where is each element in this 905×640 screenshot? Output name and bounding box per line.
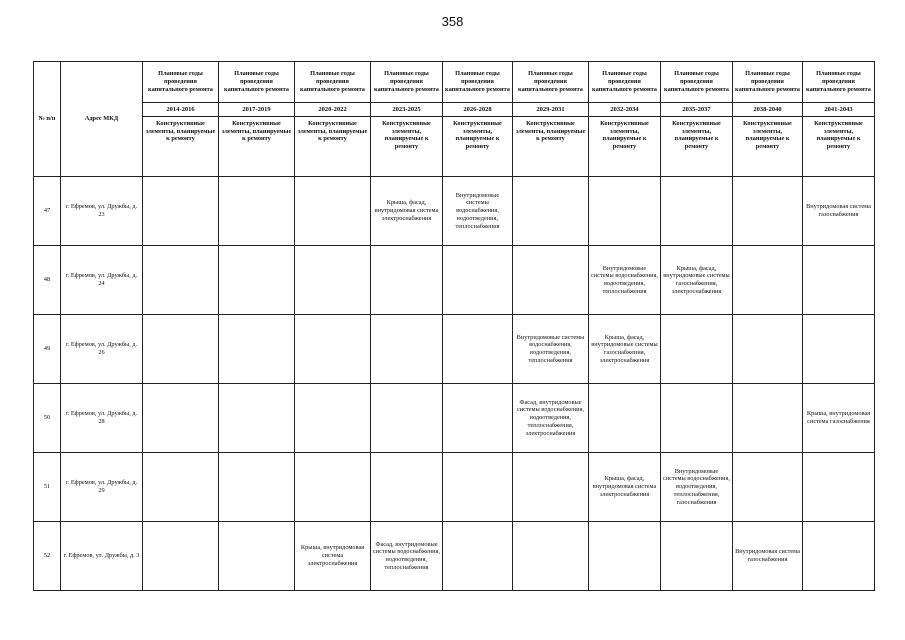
row-cell — [371, 384, 443, 453]
capital-repair-plan-table — [33, 61, 875, 591]
row-cell — [513, 177, 589, 246]
row-cell — [661, 522, 733, 591]
row-number: 47 — [34, 177, 61, 246]
row-cell — [143, 453, 219, 522]
period-years: 2035-2037 — [661, 103, 733, 117]
period-elements-label: Конструктивные элементы, планируемые к ремонту — [143, 117, 219, 177]
row-cell — [371, 246, 443, 315]
row-cell — [803, 315, 875, 384]
table-header — [34, 62, 875, 177]
row-cell: Крыша, фасад, внутридомовая система электроснабжения — [589, 453, 661, 522]
row-cell — [733, 246, 803, 315]
row-cell: Внутридомовая система газоснабжения — [803, 177, 875, 246]
row-cell — [143, 177, 219, 246]
row-cell — [733, 315, 803, 384]
period-elements-label: Конструктивные элементы, планируемые к ремонту — [803, 117, 875, 177]
period-elements-label: Конструктивные элементы, планируемые к ремонту — [219, 117, 295, 177]
row-cell — [143, 315, 219, 384]
row-cell: Внутридомовые системы водоснабжения, водоотведения, теплоснабжения — [513, 315, 589, 384]
row-cell — [371, 315, 443, 384]
row-cell — [295, 453, 371, 522]
period-years: 2041-2043 — [803, 103, 875, 117]
row-cell — [295, 177, 371, 246]
period-title: Плановые годы проведения капитального ремонта — [803, 62, 875, 103]
row-cell — [443, 522, 513, 591]
period-years: 2029-2031 — [513, 103, 589, 117]
row-cell: Крыша, внутридомовая система газоснабжения — [803, 384, 875, 453]
row-cell — [371, 453, 443, 522]
period-years: 2020-2022 — [295, 103, 371, 117]
period-years: 2023-2025 — [371, 103, 443, 117]
row-cell — [513, 522, 589, 591]
row-address: г. Ефремов, ул. Дружбы, д. 23 — [61, 177, 143, 246]
row-cell — [803, 522, 875, 591]
row-number: 50 — [34, 384, 61, 453]
row-cell — [143, 384, 219, 453]
table-row — [34, 384, 875, 453]
period-elements-label: Конструктивные элементы, планируемые к ремонту — [443, 117, 513, 177]
row-cell: Внутридомовые системы водоснабжения, водоотведения, теплоснабжения — [443, 177, 513, 246]
row-address: г. Ефремов, ул. Дружбы, д. 24 — [61, 246, 143, 315]
table-row — [34, 315, 875, 384]
row-cell: Внутридомовые системы водоснабжения, водоотведения, теплоснабжения, газоснабжения — [661, 453, 733, 522]
row-address: г. Ефремов, ул. Дружбы, д. 26 — [61, 315, 143, 384]
row-cell — [589, 384, 661, 453]
address-column-header: Адрес МКД — [61, 62, 143, 177]
row-cell — [143, 522, 219, 591]
row-cell — [661, 315, 733, 384]
period-title: Плановые годы проведения капитального ремонта — [219, 62, 295, 103]
period-title: Плановые годы проведения капитального ремонта — [143, 62, 219, 103]
row-address: г. Ефремов, ул. Дружбы, д. 28 — [61, 384, 143, 453]
row-cell — [803, 246, 875, 315]
page-number: 358 — [441, 14, 464, 29]
row-cell — [219, 315, 295, 384]
row-cell — [733, 453, 803, 522]
row-cell — [143, 246, 219, 315]
row-cell — [513, 246, 589, 315]
period-title: Плановые годы проведения капитального ремонта — [733, 62, 803, 103]
row-cell: Крыша, фасад, внутридомовые системы газоснабжения, электроснабжения — [661, 246, 733, 315]
period-years: 2026-2028 — [443, 103, 513, 117]
row-cell — [219, 522, 295, 591]
row-number: 52 — [34, 522, 61, 591]
table-body — [34, 177, 875, 591]
row-cell — [219, 177, 295, 246]
row-cell — [661, 177, 733, 246]
row-cell: Крыша, фасад, внутридомовая система электроснабжения — [371, 177, 443, 246]
period-elements-label: Конструктивные элементы, планируемые к ремонту — [661, 117, 733, 177]
row-cell — [295, 315, 371, 384]
row-cell: Крыша, фасад, внутридомовые системы газоснабжения, электроснабжения — [589, 315, 661, 384]
row-cell — [295, 246, 371, 315]
row-cell — [443, 453, 513, 522]
period-elements-label: Конструктивные элементы, планируемые к ремонту — [295, 117, 371, 177]
header-row-elements — [34, 117, 875, 177]
row-cell — [513, 453, 589, 522]
period-years: 2038-2040 — [733, 103, 803, 117]
row-cell — [661, 384, 733, 453]
table-row — [34, 246, 875, 315]
period-years: 2017-2019 — [219, 103, 295, 117]
period-years: 2014-2016 — [143, 103, 219, 117]
row-cell — [443, 246, 513, 315]
period-title: Плановые годы проведения капитального ремонта — [295, 62, 371, 103]
row-cell: Внутридомовые системы водоснабжения, водоотведения, теплоснабжения — [589, 246, 661, 315]
row-cell — [219, 246, 295, 315]
row-cell — [733, 384, 803, 453]
period-title: Плановые годы проведения капитального ремонта — [661, 62, 733, 103]
period-elements-label: Конструктивные элементы, планируемые к ремонту — [733, 117, 803, 177]
table-row — [34, 522, 875, 591]
row-cell — [443, 384, 513, 453]
header-row-titles — [34, 62, 875, 103]
period-elements-label: Конструктивные элементы, планируемые к ремонту — [589, 117, 661, 177]
table-row — [34, 453, 875, 522]
period-title: Плановые годы проведения капитального ремонта — [589, 62, 661, 103]
period-title: Плановые годы проведения капитального ремонта — [371, 62, 443, 103]
row-cell — [589, 177, 661, 246]
row-cell — [443, 315, 513, 384]
row-number: 51 — [34, 453, 61, 522]
row-cell — [295, 384, 371, 453]
num-column-header: № п/п — [34, 62, 61, 177]
row-address: г. Ефремов, ул. Дружбы, д. 29 — [61, 453, 143, 522]
row-cell: Фасад, внутридомовые системы водоснабжения, водоотведения, теплоснабжения — [371, 522, 443, 591]
row-cell — [733, 177, 803, 246]
table-row — [34, 177, 875, 246]
row-number: 48 — [34, 246, 61, 315]
row-cell: Крыша, внутридомовая система электроснабжения — [295, 522, 371, 591]
row-cell — [219, 453, 295, 522]
header-row-years — [34, 103, 875, 117]
row-cell — [803, 453, 875, 522]
row-cell: Фасад, внутридомовые системы водоснабжения, водоотведения, теплоснабжения, электроснабжения — [513, 384, 589, 453]
period-years: 2032-2034 — [589, 103, 661, 117]
row-cell: Внутридомовая система газоснабжения — [733, 522, 803, 591]
period-elements-label: Конструктивные элементы, планируемые к ремонту — [513, 117, 589, 177]
period-title: Плановые годы проведения капитального ремонта — [513, 62, 589, 103]
row-number: 49 — [34, 315, 61, 384]
period-title: Плановые годы проведения капитального ремонта — [443, 62, 513, 103]
row-address: г. Ефремов, ул. Дружбы, д. 3 — [61, 522, 143, 591]
row-cell — [219, 384, 295, 453]
row-cell — [589, 522, 661, 591]
period-elements-label: Конструктивные элементы, планируемые к ремонту — [371, 117, 443, 177]
